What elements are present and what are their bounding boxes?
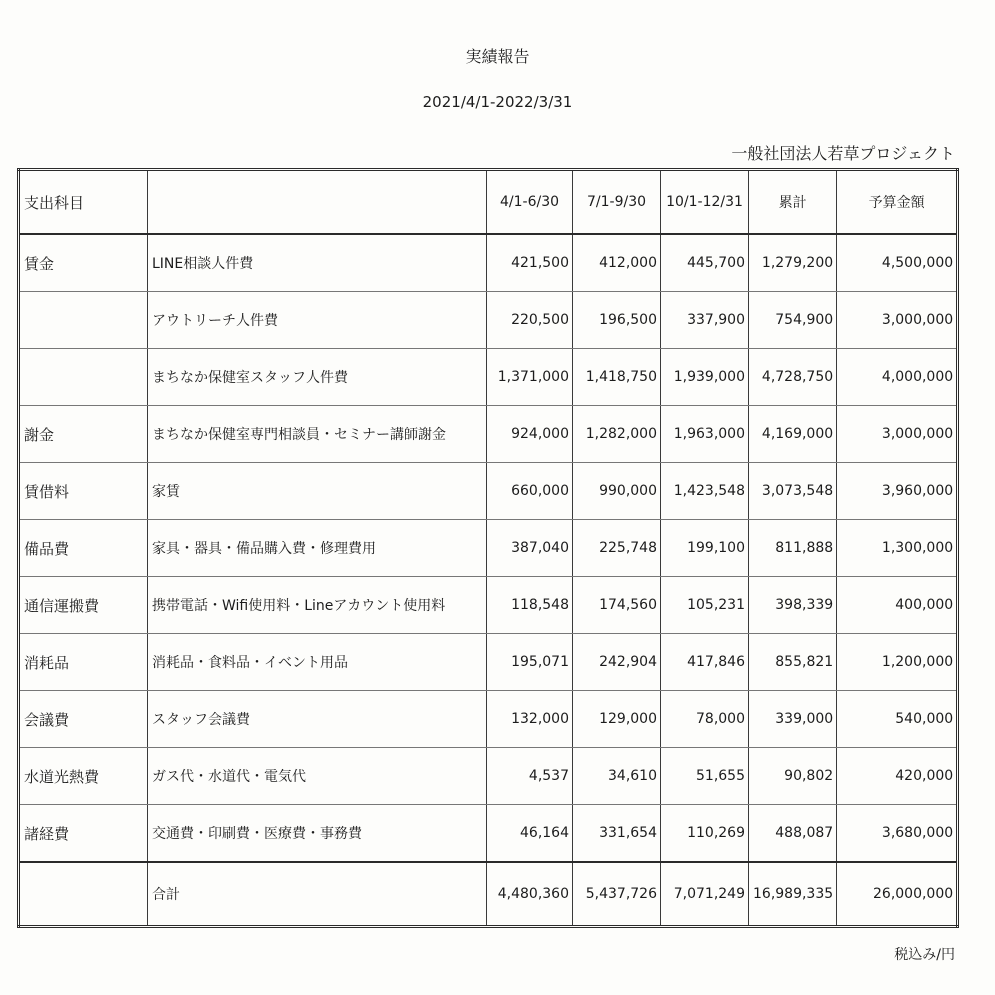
table-row <box>19 463 958 520</box>
table-row <box>19 520 958 577</box>
cell-category: 賃金 <box>19 234 148 292</box>
cell-cumulative: 1,279,200 <box>749 234 837 292</box>
cell-q3: 105,231 <box>661 577 749 634</box>
cell-cumulative: 811,888 <box>749 520 837 577</box>
cell-cumulative: 3,073,548 <box>749 463 837 520</box>
cell-item: ガス代・水道代・電気代 <box>148 748 487 805</box>
cell-q2: 1,418,750 <box>573 349 661 406</box>
cell-category <box>19 349 148 406</box>
table-row <box>19 691 958 748</box>
cell-cumulative: 855,821 <box>749 634 837 691</box>
cell-cumulative: 16,989,335 <box>749 862 837 927</box>
cell-budget: 400,000 <box>837 577 958 634</box>
table-row <box>19 292 958 349</box>
cell-budget: 1,300,000 <box>837 520 958 577</box>
cell-item: LINE相談人件費 <box>148 234 487 292</box>
cell-q2: 174,560 <box>573 577 661 634</box>
tax-note: 税込み/円 <box>894 947 955 963</box>
cell-item: まちなか保健室スタッフ人件費 <box>148 349 487 406</box>
cell-q3: 51,655 <box>661 748 749 805</box>
cell-budget: 4,000,000 <box>837 349 958 406</box>
cell-q1: 4,537 <box>487 748 573 805</box>
table-row <box>19 234 958 292</box>
cell-q2: 5,437,726 <box>573 862 661 927</box>
report-title: 実績報告 <box>465 47 530 66</box>
cell-budget: 3,000,000 <box>837 292 958 349</box>
header-cumulative: 累計 <box>749 170 837 235</box>
cell-cumulative: 754,900 <box>749 292 837 349</box>
table-row <box>19 349 958 406</box>
cell-q1: 660,000 <box>487 463 573 520</box>
cell-cumulative: 488,087 <box>749 805 837 863</box>
cell-cumulative: 4,728,750 <box>749 349 837 406</box>
cell-cumulative: 4,169,000 <box>749 406 837 463</box>
cell-q3: 1,963,000 <box>661 406 749 463</box>
expense-table <box>17 168 959 928</box>
cell-q3: 78,000 <box>661 691 749 748</box>
header-q3: 10/1-12/31 <box>661 170 749 235</box>
cell-cumulative: 339,000 <box>749 691 837 748</box>
cell-q3: 7,071,249 <box>661 862 749 927</box>
table-row <box>19 406 958 463</box>
cell-q2: 225,748 <box>573 520 661 577</box>
header-q2: 7/1-9/30 <box>573 170 661 235</box>
organization-name: 一般社団法人若草プロジェクト <box>731 144 955 163</box>
cell-budget: 4,500,000 <box>837 234 958 292</box>
cell-q3: 199,100 <box>661 520 749 577</box>
cell-category: 諸経費 <box>19 805 148 863</box>
cell-q1: 421,500 <box>487 234 573 292</box>
total-row <box>19 862 958 927</box>
cell-q3: 1,939,000 <box>661 349 749 406</box>
cell-budget: 1,200,000 <box>837 634 958 691</box>
table-header-row <box>19 170 958 235</box>
cell-q2: 990,000 <box>573 463 661 520</box>
cell-category: 通信運搬費 <box>19 577 148 634</box>
cell-category: 賃借料 <box>19 463 148 520</box>
cell-budget: 420,000 <box>837 748 958 805</box>
cell-category: 会議費 <box>19 691 148 748</box>
cell-q2: 242,904 <box>573 634 661 691</box>
header-item <box>148 170 487 235</box>
table-row <box>19 748 958 805</box>
cell-category: 備品費 <box>19 520 148 577</box>
header-category: 支出科目 <box>19 170 148 235</box>
cell-item: 合計 <box>148 862 487 927</box>
cell-item: 交通費・印刷費・医療費・事務費 <box>148 805 487 863</box>
cell-q1: 4,480,360 <box>487 862 573 927</box>
cell-q3: 337,900 <box>661 292 749 349</box>
cell-budget: 3,960,000 <box>837 463 958 520</box>
cell-category: 水道光熱費 <box>19 748 148 805</box>
cell-q1: 387,040 <box>487 520 573 577</box>
cell-q1: 195,071 <box>487 634 573 691</box>
table-row <box>19 577 958 634</box>
cell-q1: 220,500 <box>487 292 573 349</box>
header-budget: 予算金額 <box>837 170 958 235</box>
cell-q2: 34,610 <box>573 748 661 805</box>
cell-category: 謝金 <box>19 406 148 463</box>
cell-category <box>19 862 148 927</box>
table-row <box>19 805 958 863</box>
cell-item: スタッフ会議費 <box>148 691 487 748</box>
cell-q1: 924,000 <box>487 406 573 463</box>
cell-item: 家賃 <box>148 463 487 520</box>
cell-cumulative: 398,339 <box>749 577 837 634</box>
cell-q2: 331,654 <box>573 805 661 863</box>
cell-item: 消耗品・食料品・イベント用品 <box>148 634 487 691</box>
cell-budget: 3,680,000 <box>837 805 958 863</box>
cell-q3: 417,846 <box>661 634 749 691</box>
cell-item: 家具・器具・備品購入費・修理費用 <box>148 520 487 577</box>
cell-q1: 46,164 <box>487 805 573 863</box>
cell-q2: 412,000 <box>573 234 661 292</box>
cell-q3: 110,269 <box>661 805 749 863</box>
cell-item: アウトリーチ人件費 <box>148 292 487 349</box>
cell-q2: 196,500 <box>573 292 661 349</box>
cell-q2: 1,282,000 <box>573 406 661 463</box>
cell-q3: 1,423,548 <box>661 463 749 520</box>
cell-budget: 3,000,000 <box>837 406 958 463</box>
cell-item: まちなか保健室専門相談員・セミナー講師謝金 <box>148 406 487 463</box>
cell-q3: 445,700 <box>661 234 749 292</box>
cell-budget: 540,000 <box>837 691 958 748</box>
header-q1: 4/1-6/30 <box>487 170 573 235</box>
cell-cumulative: 90,802 <box>749 748 837 805</box>
report-period: 2021/4/1-2022/3/31 <box>422 93 573 111</box>
cell-category: 消耗品 <box>19 634 148 691</box>
cell-category <box>19 292 148 349</box>
cell-budget: 26,000,000 <box>837 862 958 927</box>
cell-q1: 118,548 <box>487 577 573 634</box>
table-row <box>19 634 958 691</box>
cell-item: 携帯電話・Wifi使用料・Lineアカウント使用料 <box>148 577 487 634</box>
cell-q1: 1,371,000 <box>487 349 573 406</box>
cell-q1: 132,000 <box>487 691 573 748</box>
cell-q2: 129,000 <box>573 691 661 748</box>
